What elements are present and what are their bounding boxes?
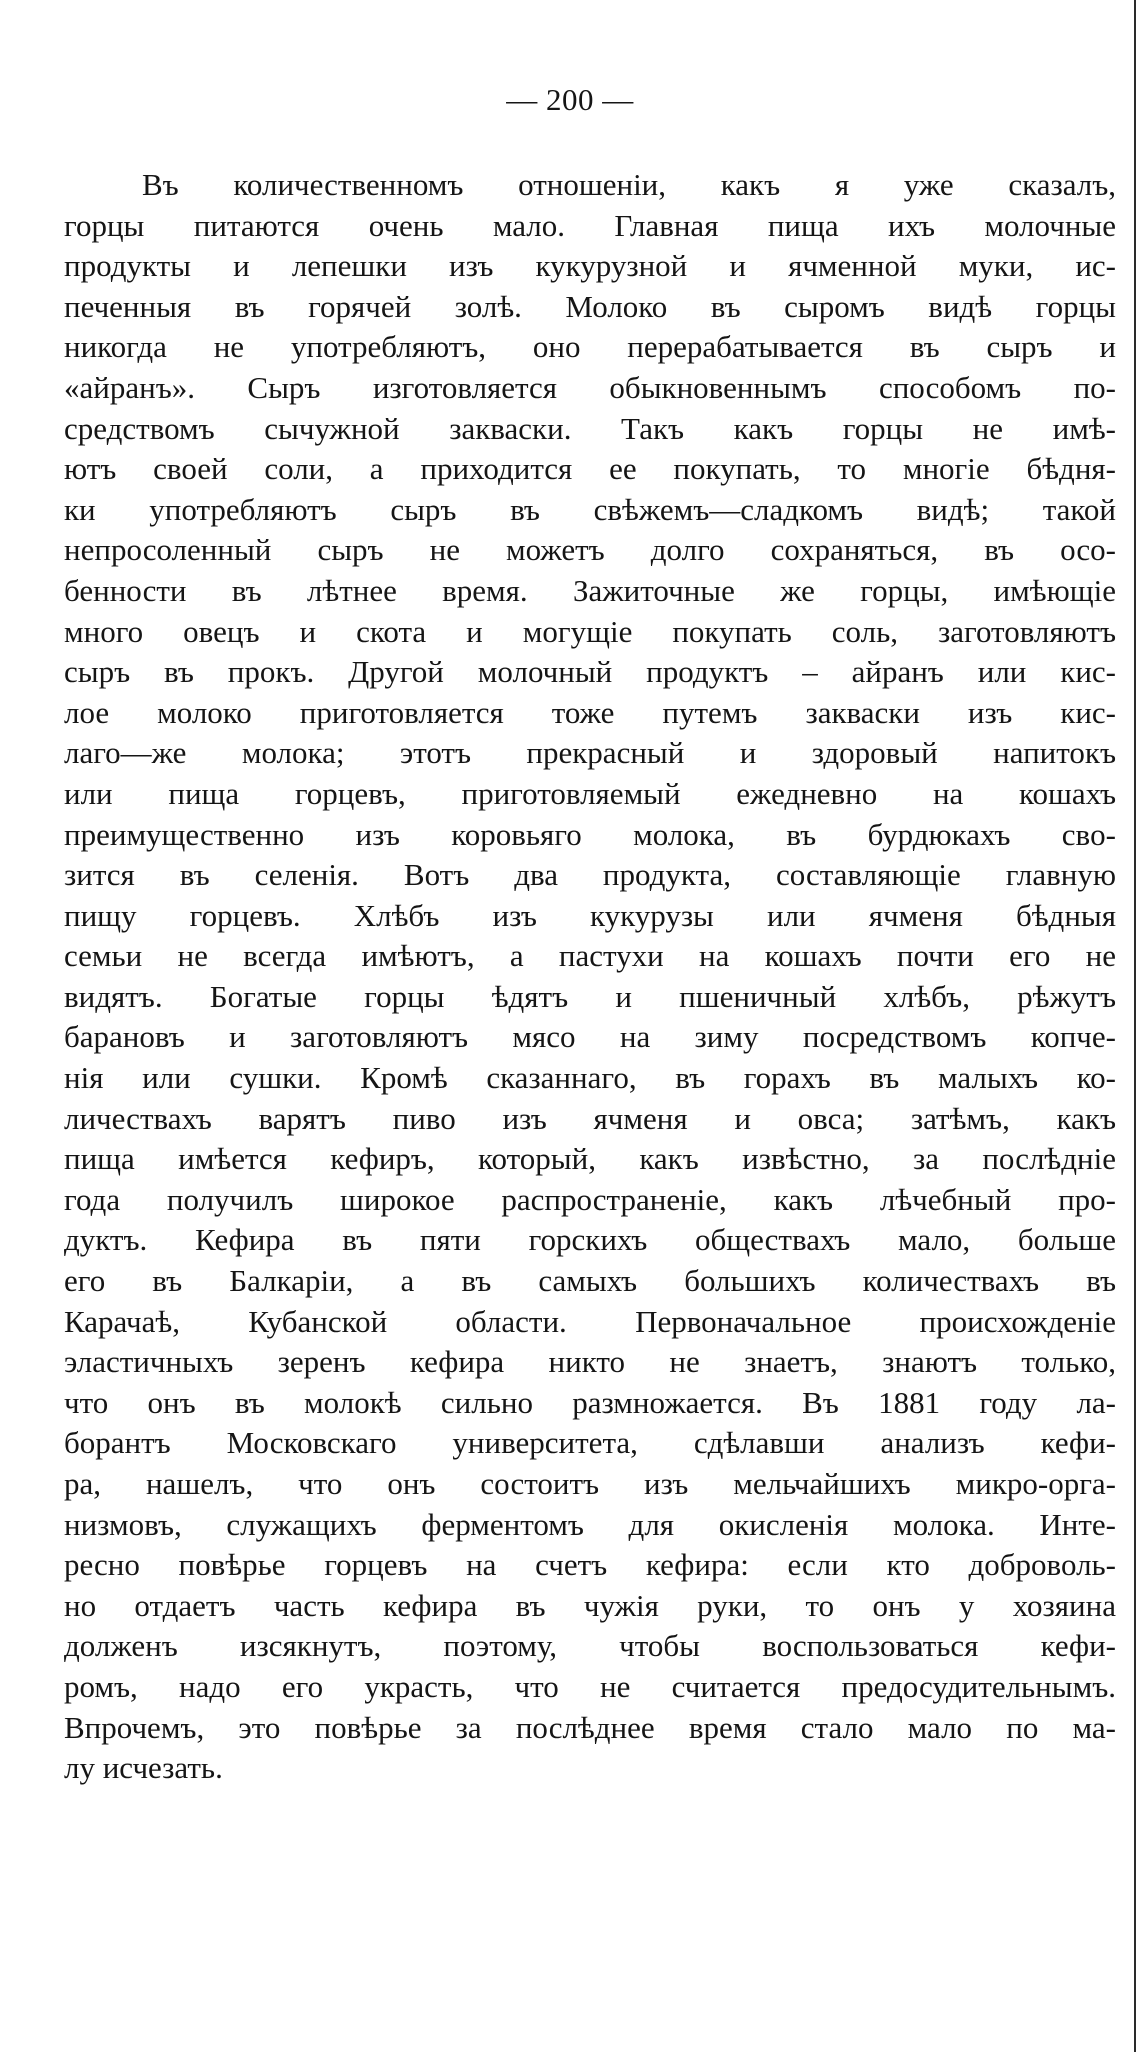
text-line: пища имѣется кефиръ, который, какъ извѣстно, за послѣдніе <box>64 1141 1116 1177</box>
text-line: средствомъ сычужной закваски. Такъ какъ горцы не имѣ- <box>64 410 1116 446</box>
text-line: ресно повѣрье горцевъ на счетъ кефира: если кто доброволь- <box>64 1547 1116 1583</box>
page-edge-rule <box>1134 0 1136 2052</box>
page-number: — 200 — <box>506 82 634 117</box>
text-line: пищу горцевъ. Хлѣбъ изъ кукурузы или ячменя бѣдныя <box>64 897 1116 933</box>
text-line: горцы питаются очень мало. Главная пища ихъ молочные <box>64 207 1116 243</box>
main-paragraph <box>64 165 1116 1789</box>
text-line: «айранъ». Сыръ изготовляется обыкновеннымъ способомъ по- <box>64 369 1116 405</box>
text-line: эластичныхъ зеренъ кефира никто не знаетъ, знаютъ только, <box>64 1344 1116 1380</box>
text-line: семьи не всегда имѣютъ, а пастухи на кошахъ почти его не <box>64 938 1116 974</box>
text-line: ра, нашелъ, что онъ состоитъ изъ мельчайшихъ микро-орга- <box>64 1466 1116 1501</box>
text-line: ромъ, надо его украсть, что не считается предосудительнымъ. <box>64 1668 1116 1704</box>
text-line: борантъ Московскаго университета, сдѣлавши анализъ кефи- <box>64 1425 1116 1461</box>
text-line: что онъ въ молокѣ сильно размножается. Въ 1881 году ла- <box>64 1384 1116 1420</box>
text-line: никогда не употребляютъ, оно перерабатывается въ сыръ и <box>64 329 1116 365</box>
text-line: года получилъ широкое распространеніе, какъ лѣчебный про- <box>64 1181 1116 1217</box>
text-line: непросоленный сыръ не можетъ долго сохраняться, въ осо- <box>64 532 1116 568</box>
text-line: печенныя въ горячей золѣ. Молоко въ сыромъ видѣ горцы <box>64 288 1116 324</box>
text-line: нія или сушки. Кромѣ сказаннаго, въ горахъ въ малыхъ ко- <box>64 1060 1116 1096</box>
text-line: Въ количественномъ отношеніи, какъ я уже сказалъ, <box>142 167 1116 202</box>
text-line: низмовъ, служащихъ ферментомъ для окисленія молока. Инте- <box>64 1506 1116 1542</box>
text-line: лаго—же молока; этотъ прекрасный и здоровый напитокъ <box>64 735 1116 771</box>
text-line: лое молоко приготовляется тоже путемъ закваски изъ кис- <box>64 694 1116 730</box>
text-line: Карачаѣ, Кубанской области. Первоначальное происхожденіе <box>64 1303 1116 1339</box>
text-line: долженъ изсякнутъ, поэтому, чтобы воспользоваться кефи- <box>64 1628 1116 1664</box>
text-line: видятъ. Богатые горцы ѣдятъ и пшеничный хлѣбъ, рѣжутъ <box>64 978 1116 1014</box>
text-line: личествахъ варятъ пиво изъ ячменя и овса; затѣмъ, какъ <box>64 1100 1116 1136</box>
text-line: Впрочемъ, это повѣрье за послѣднее время стало мало по ма- <box>64 1709 1116 1745</box>
text-line: но отдаетъ часть кефира въ чужія руки, то онъ у хозяина <box>64 1587 1116 1623</box>
text-line: его въ Балкаріи, а въ самыхъ большихъ количествахъ въ <box>64 1263 1116 1299</box>
text-line: бенности въ лѣтнее время. Зажиточные же горцы, имѣющіе <box>64 572 1116 608</box>
text-line: сыръ въ прокъ. Другой молочный продуктъ – айранъ или кис- <box>64 654 1116 690</box>
text-line: продукты и лепешки изъ кукурузной и ячменной муки, ис- <box>64 248 1116 284</box>
text-line: зится въ селенія. Вотъ два продукта, составляющіе главную <box>64 857 1116 893</box>
text-line: дуктъ. Кефира въ пяти горскихъ обществахъ мало, больше <box>64 1222 1116 1258</box>
text-line: или пища горцевъ, приготовляемый ежедневно на кошахъ <box>64 775 1116 811</box>
text-line: барановъ и заготовляютъ мясо на зиму посредствомъ копче- <box>64 1019 1116 1055</box>
text-line: ютъ своей соли, а приходится ее покупать, то многіе бѣдня- <box>64 451 1116 487</box>
text-line: лу исчезать. <box>64 1750 223 1786</box>
text-line: много овецъ и скота и могущіе покупать соль, заготовляютъ <box>64 613 1116 649</box>
text-line: ки употребляютъ сыръ въ свѣжемъ—сладкомъ видѣ; такой <box>64 491 1116 527</box>
text-line: преимущественно изъ коровьяго молока, въ бурдюкахъ свo- <box>64 816 1116 852</box>
